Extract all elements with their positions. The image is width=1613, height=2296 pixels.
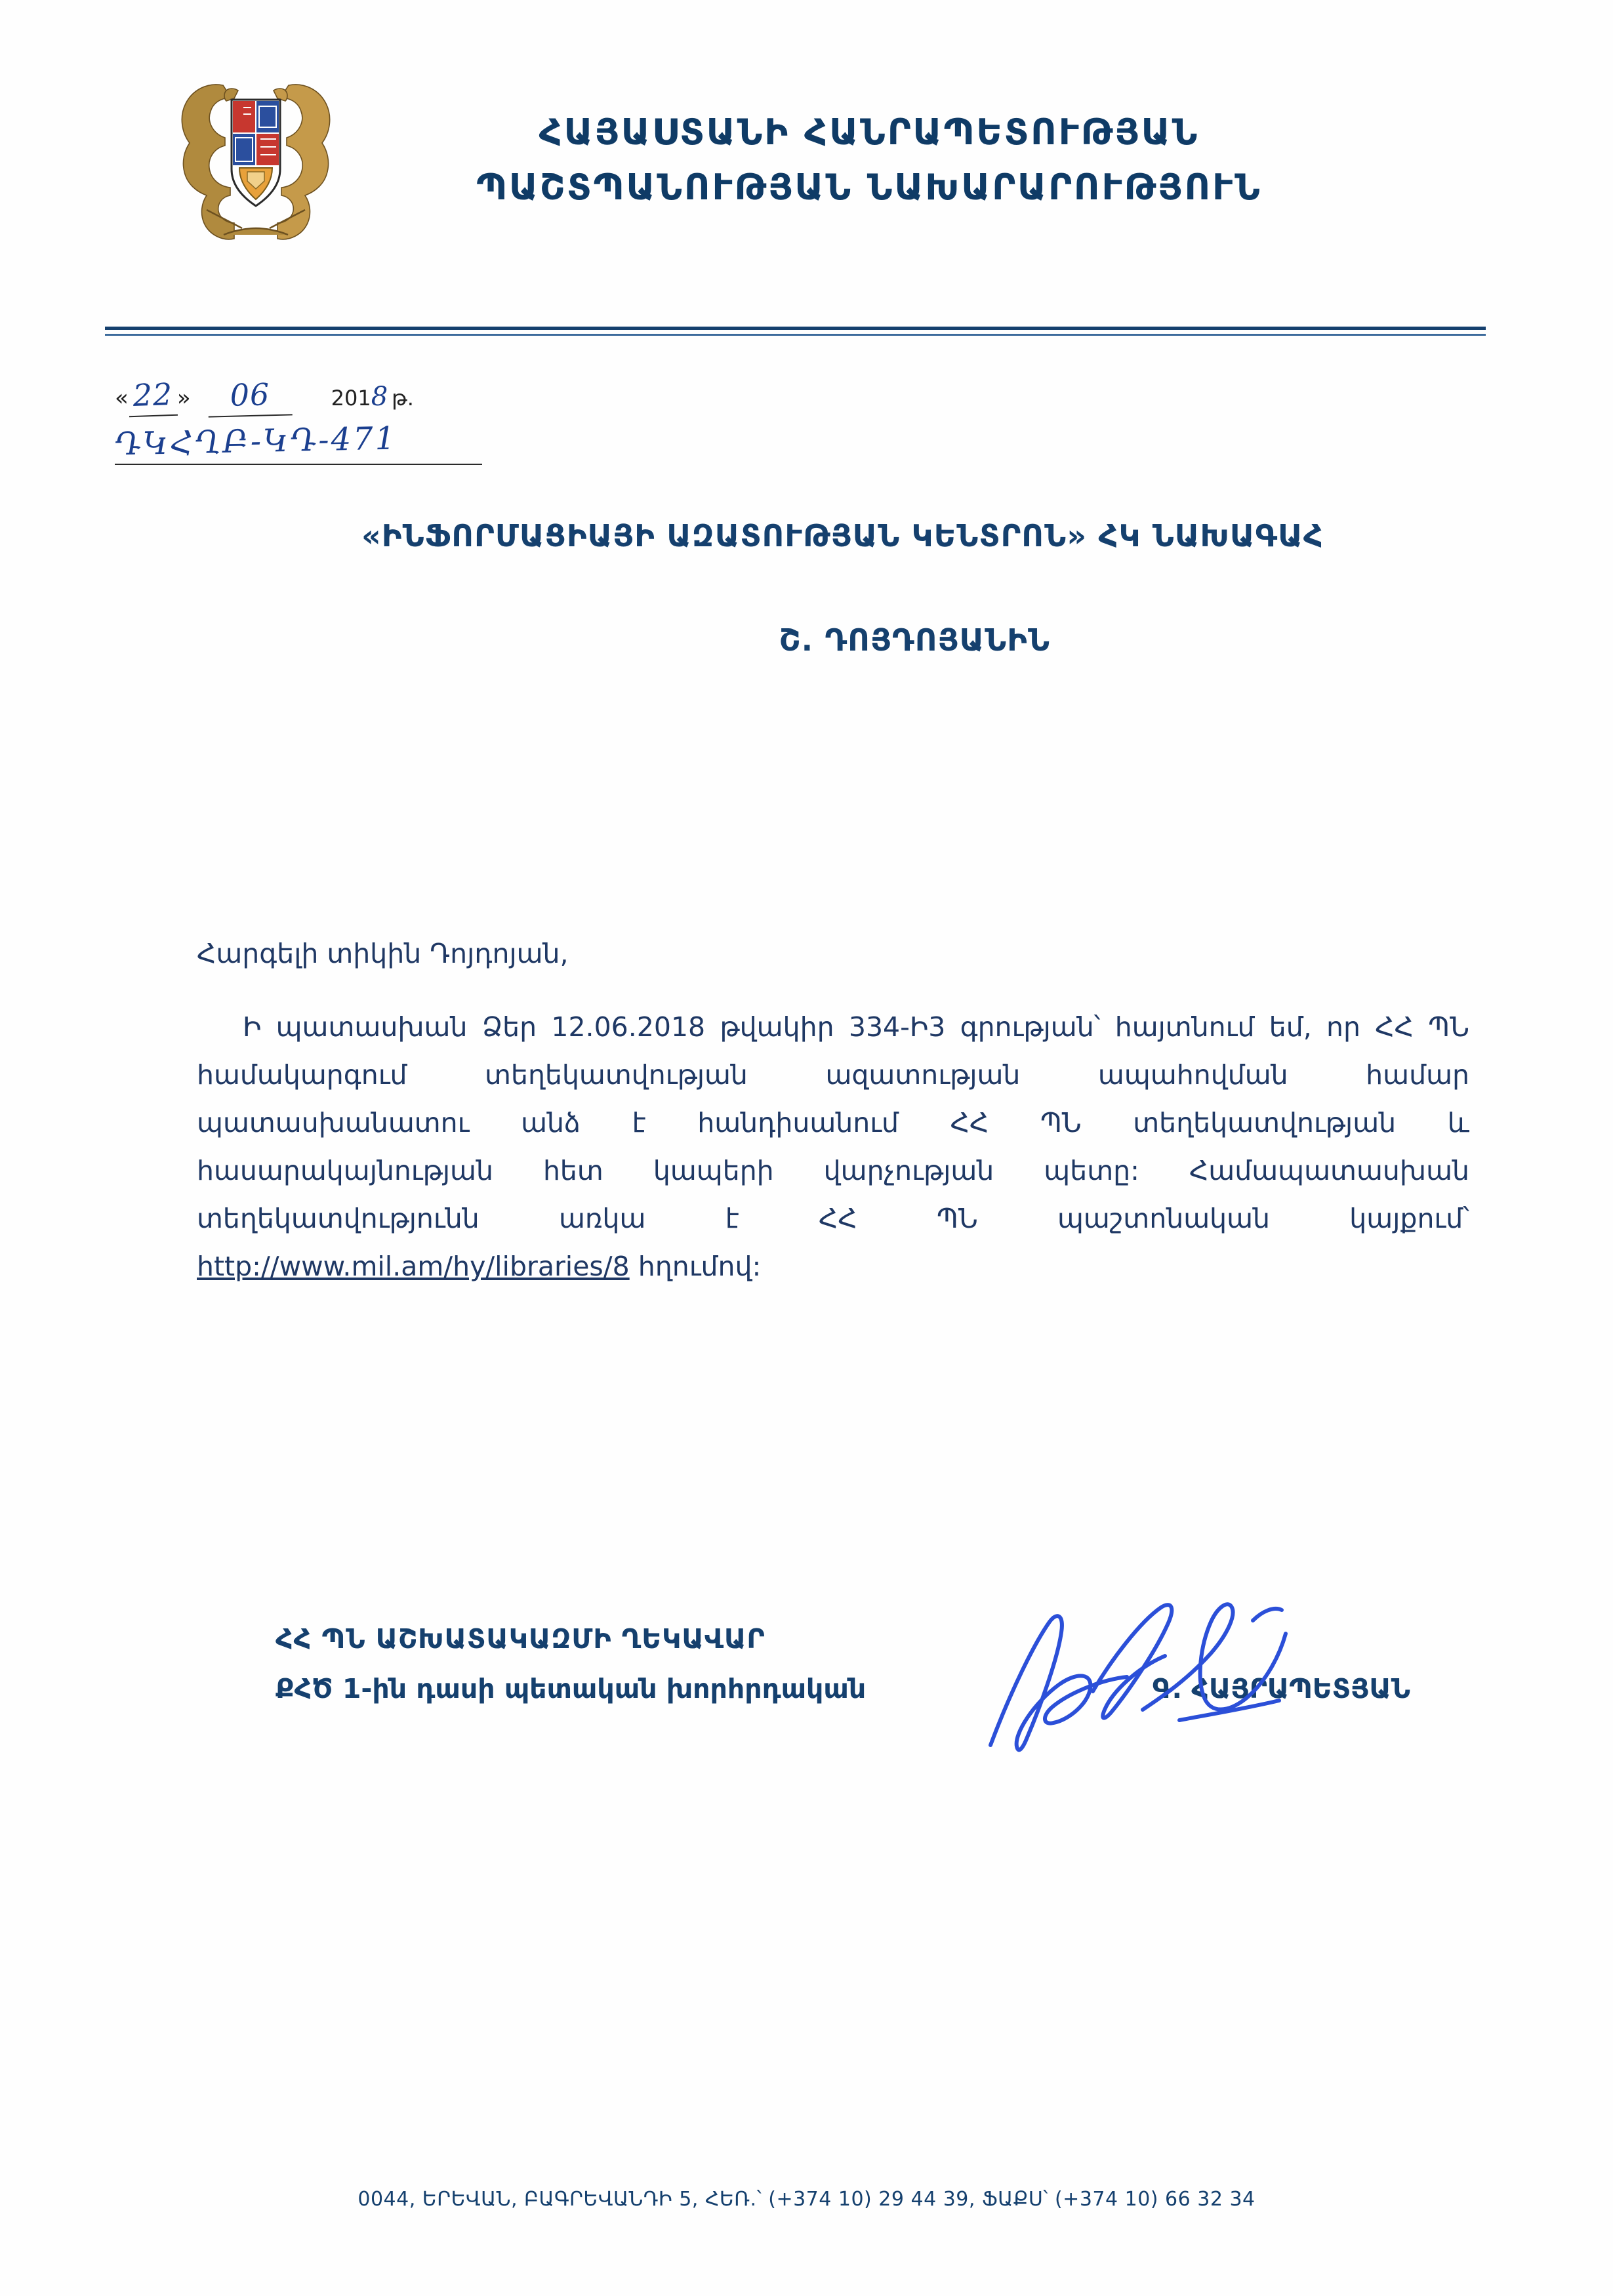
date-row: [115, 377, 640, 416]
year-suffix: թ.: [392, 386, 414, 411]
year-prefix: 201: [331, 386, 371, 411]
addressee-organization: «ԻՆՖՈՐՄԱՑԻԱՅԻ ԱԶԱՏՈՒԹՅԱՆ ԿԵՆՏՐՈՆ» ՀԿ ՆԱԽԱԳԱՀ: [361, 518, 1324, 554]
salutation: Հարգելի տիկին Դոյդոյան,: [197, 938, 569, 969]
org-line-1: ՀԱՅԱՍՏԱՆԻ ՀԱՆՐԱՊԵՏՈՒԹՅԱՆ: [539, 111, 1200, 153]
org-line-2: ՊԱՇՏՊԱՆՈՒԹՅԱՆ ՆԱԽԱՐԱՐՈՒԹՅՈՒՆ: [476, 166, 1262, 208]
addressee-block: [0, 518, 1613, 658]
letterhead: [0, 59, 1613, 262]
signatory-title: ՀՀ ՊՆ ԱՇԽԱՏԱԿԱԶՄԻ ՂԵԿԱՎԱՐ: [276, 1623, 766, 1655]
quote-close: »: [176, 385, 191, 411]
header-divider: [105, 327, 1486, 336]
body-text-part-1: Ի պատասխան Ձեր 12.06.2018 թվակիր 334-Ի3 գրության՝ հայտնում եմ, որ ՀՀ ՊՆ համակարգում տեղեկատվության ազատության ապահովման համար պատասխանատու անձ է հանդիսանում ՀՀ ՊՆ տեղեկատվության և հասարակայնության հետ կապերի վարչության պետը: Համապատասխան տեղեկատվությունն առկա է ՀՀ ՊՆ պաշտոնական կայքում՝: [197, 1011, 1469, 1234]
addressee-person: Շ. ԴՈՅԴՈՅԱՆԻՆ: [779, 622, 1051, 658]
reference-number-row: [114, 420, 482, 465]
signature-block: [276, 1623, 1522, 1704]
year-digit-handwritten: 8: [371, 382, 388, 412]
quote-open: «: [115, 385, 129, 411]
reference-number-handwritten: ԴԿՀՂԲ-ԿԴ-471: [114, 420, 398, 463]
signature-row: [276, 1673, 1430, 1704]
signatory-rank: ՔՀԾ 1-ին դասի պետական խորհրդական: [276, 1673, 867, 1704]
body-text-part-2: հղումով:: [629, 1250, 762, 1282]
reference-block: [115, 377, 640, 465]
date-day-handwritten: 22: [128, 376, 178, 418]
armenia-coat-of-arms-icon: [161, 59, 351, 262]
footer-contact: 0044, ԵՐԵՎԱՆ, ԲԱԳՐԵՎԱՆԴԻ 5, ՀԵՌ.՝ (+374 10) 29 44 39, ՖԱՔՍ՝ (+374 10) 66 32 34: [357, 2188, 1256, 2211]
body-paragraph: [197, 1003, 1469, 1291]
signatory-name: Գ. ՀԱՅՐԱՊԵՏՅԱՆ: [1152, 1673, 1410, 1704]
organization-name: [384, 105, 1355, 214]
date-month-handwritten: 06: [207, 376, 293, 417]
divider-thin: [105, 334, 1486, 336]
mil-am-library-link[interactable]: http://www.mil.am/hy/libraries/8: [197, 1250, 630, 1282]
letter-body: [197, 938, 1469, 1291]
